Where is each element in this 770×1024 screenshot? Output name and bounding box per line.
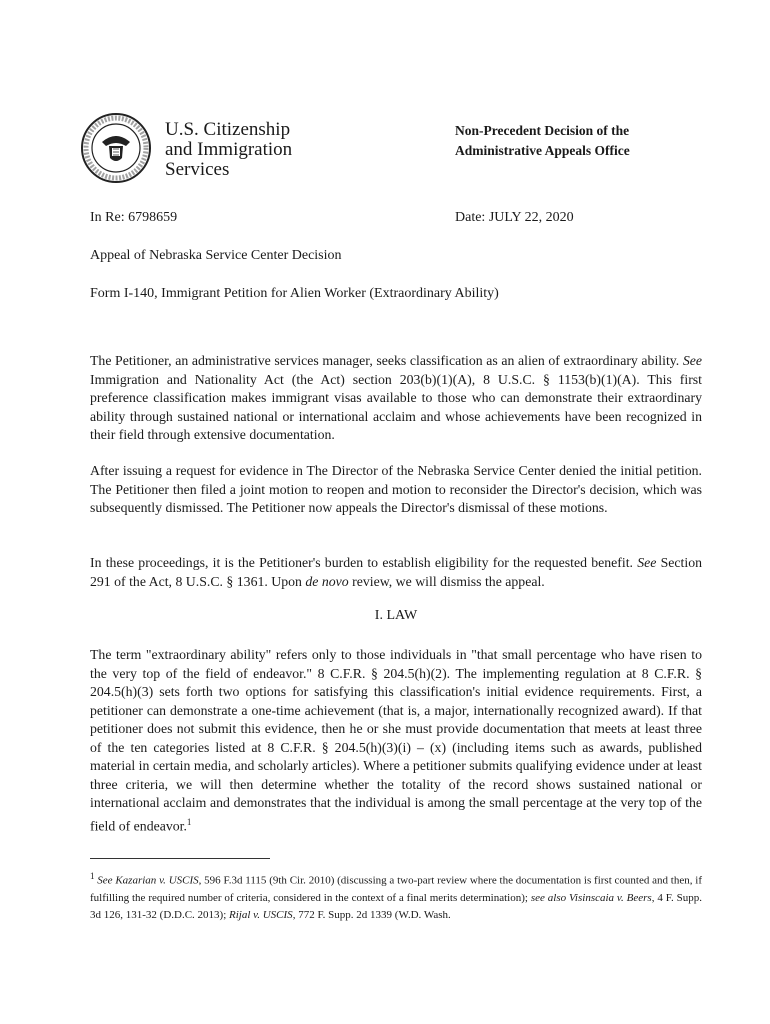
fn-text-3: , 772 F. Supp. 2d 1339 (W.D. Wash. — [292, 908, 451, 921]
paragraph-4 — [90, 646, 702, 836]
footnote-number: 1 — [90, 871, 95, 881]
p2-text: After issuing a request for evidence in The Director of the Nebraska Service Center denied the initial petition. The Petitioner then filed a joint motion to reopen and motion to reconsider the Director's decision, which was subsequently dismissed. The Petitioner now appeals the Director's dismissal of these motions. — [90, 463, 702, 515]
p1-see: See — [682, 353, 702, 368]
fn-case-3: Rijal v. USCIS — [229, 908, 293, 921]
agency-line-3: Services — [165, 159, 230, 180]
footnote-1 — [90, 868, 702, 924]
paragraph-3 — [90, 554, 702, 591]
decision-date: Date: JULY 22, 2020 — [455, 210, 574, 225]
decision-type — [455, 121, 630, 161]
paragraph-2 — [90, 462, 702, 518]
agency-line-1: U.S. Citizenship — [165, 119, 291, 140]
decision-type-line-2: Administrative Appeals Office — [455, 143, 630, 158]
agency-name — [165, 120, 292, 180]
p1-text-b: Immigration and Nationality Act (the Act) section 203(b)(1)(A), 8 U.S.C. § 1153(b)(1)(A). This first preference classification makes immigrant visas available to those who can demonstrate their extraordinary ability through sustained national or international acclaim and whose achievements have been recognized in their field through extensive documentation. — [90, 371, 702, 442]
p3-text-a: In these proceedings, it is the Petitioner's burden to establish eligibility for the requested benefit. — [90, 555, 638, 570]
agency-line-2: and Immigration — [165, 139, 293, 160]
footnote-marker[interactable]: 1 — [186, 816, 192, 827]
p3-see: See — [637, 555, 657, 570]
form-line: Form I-140, Immigrant Petition for Alien Worker (Extraordinary Ability) — [90, 286, 499, 301]
fn-case-1: See Kazarian v. USCIS — [97, 874, 199, 887]
dhs-seal-icon — [80, 112, 152, 184]
fn-case-2: see also Visinscaia v. Beers — [530, 891, 652, 904]
case-number: In Re: 6798659 — [90, 210, 178, 225]
p3-de-novo: de novo — [305, 573, 349, 589]
appeal-line: Appeal of Nebraska Service Center Decision — [90, 248, 342, 263]
paragraph-1 — [90, 352, 702, 445]
p3-text-c: review, we will dismiss the appeal. — [348, 573, 545, 589]
fn-text-1: , 596 F.3d 1115 (9th Cir. 2010) (discussing a two-part review where the documentation is first counted and then, if fulfilling the required number of criteria, considered in the context of a final merits determination); — [90, 874, 703, 904]
fn-text-2: , 4 F. Supp. 3d 126, 131-32 (D.D.C. 2013); — [90, 891, 703, 921]
decision-type-line-1: Non-Precedent Decision of the — [455, 123, 630, 138]
p4-text: The term "extraordinary ability" refers only to those individuals in "that small percentage who have risen to the very top of the field of endeavor." 8 C.F.R. § 204.5(h)(2). The implementing regulation at 8 C.F.R. § 204.5(h)(3) sets forth two options for satisfying this classification's initial evidence requirements. First, a petitioner can demonstrate a one-time achievement (that is, a major, internationally recognized award). If that petitioner does not submit this evidence, then he or she must provide documentation that meets at least three of the ten categories listed at 8 C.F.R. § 204.5(h)(3)(i) – (x) (including items such as awards, published material in certain media, and scholarly articles). Where a petitioner submits qualifying evidence under at least three criteria, we will then determine whether the totality of the record shows sustained national or international acclaim and demonstrates that the individual is among the small percentage at the very top of the field of endeavor. — [90, 647, 702, 834]
section-heading: I. LAW — [374, 608, 418, 623]
footnote-divider — [90, 858, 270, 859]
p1-text-a: The Petitioner, an administrative services manager, seeks classification as an alien of extraordinary ability. — [90, 353, 683, 368]
p3-text-b: Section 291 of the Act, 8 U.S.C. § 1361. Upon — [90, 555, 702, 589]
